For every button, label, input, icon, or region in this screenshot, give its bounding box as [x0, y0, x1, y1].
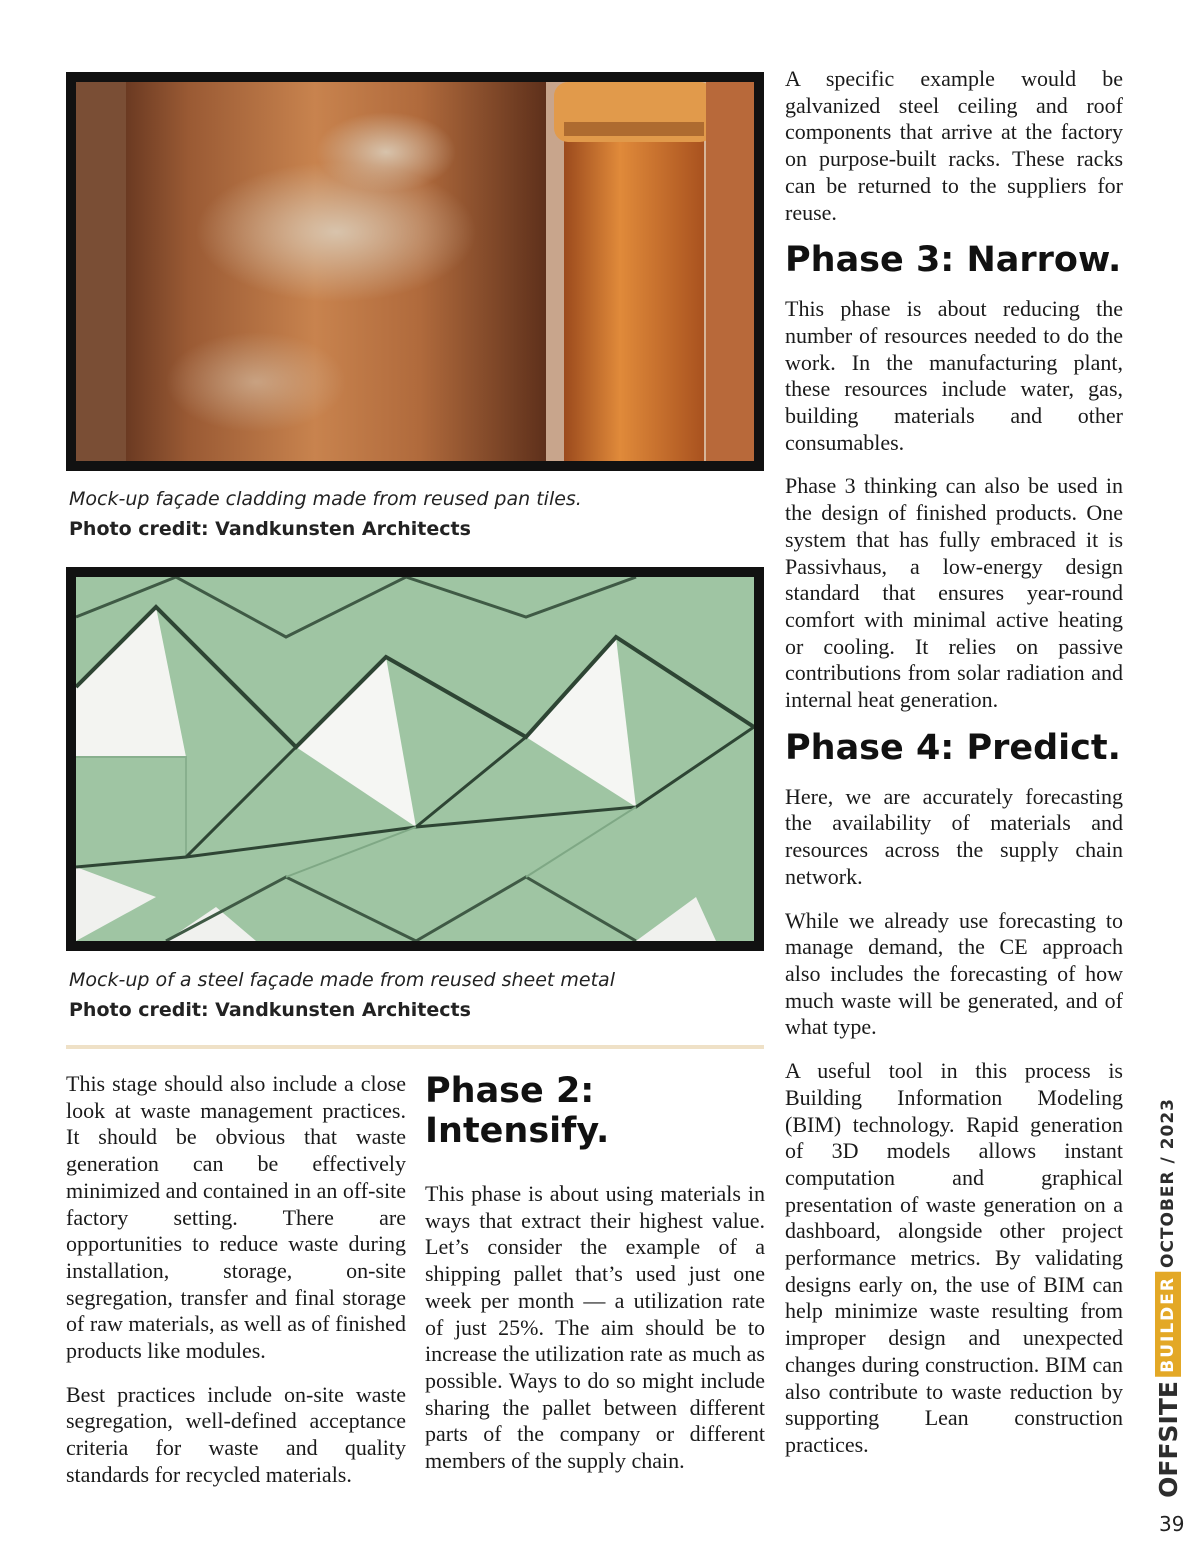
left-column [66, 1071, 406, 1506]
right-paragraph-phase4-a: Here, we are accurately forecasting the availability of materials and resources across the supply chain network. [785, 783, 1123, 889]
photo2-credit: Photo credit: Vandkunsten Architects [69, 999, 471, 1021]
right-paragraph-intro: A specific example would be galvanized steel ceiling and roof components that arrive at the factory on purpose-built racks. These racks can be returned to the suppliers for reuse. [785, 66, 1123, 225]
heading-phase-2: Phase 2: Intensify. [425, 1071, 610, 1151]
right-column [785, 66, 1123, 1476]
steel-facade-image [76, 577, 754, 941]
pan-tiles-image [76, 82, 754, 461]
middle-paragraph-1: This phase is about using materials in ways that extract their highest value. Let’s consider the example of a shipping pallet that’s used just one week per month — a utilization rate of just 25%. The aim should be to increase the utilization rate as much as possible. Ways to do so might include sharing the pallet between different parts of the company or different members of the supply chain. [425, 1181, 765, 1474]
photo1-credit: Photo credit: Vandkunsten Architects [69, 518, 471, 540]
middle-column [425, 1071, 765, 1492]
issue-date: OCTOBER / 2023 [1158, 1098, 1178, 1269]
brand-offsite: OFFSITE [1153, 1381, 1183, 1498]
photo2-caption [69, 965, 759, 1025]
right-paragraph-phase3-a: This phase is about reducing the number of resources needed to do the work. In the manufacturing plant, these resources include water, gas, building materials and other consumables. [785, 296, 1123, 455]
photo2-caption-text: Mock-up of a steel façade made from reused sheet metal [69, 969, 615, 991]
photo-pan-tiles [66, 72, 764, 471]
brand-builder: BUILDER [1155, 1272, 1181, 1377]
heading-phase-3: Phase 3: Narrow. [785, 240, 1122, 281]
side-masthead [1148, 1098, 1188, 1502]
right-paragraph-phase4-c: A useful tool in this process is Building Information Modeling (BIM) technology. Rapid generation of 3D models allows instant computation and graphical presentation of waste generation on a dashboard, alongside other project performance metrics. By validating designs early on, the use of BIM can help minimize waste resulting from improper design and unexpected changes during construction. BIM can also contribute to waste reduction by supporting Lean construction practices. [785, 1058, 1123, 1457]
heading-phase-4: Phase 4: Predict. [785, 727, 1121, 768]
left-paragraph-2: Best practices include on-site waste segregation, well-defined acceptance criteria for waste and quality standards for recycled materials. [66, 1381, 406, 1487]
photo1-caption [69, 484, 759, 544]
left-paragraph-1: This stage should also include a close look at waste management practices. It should be obvious that waste generation can be effectively minimized and contained in an off-site factory setting. There are opportunities to reduce waste during installation, storage, on-site segregation, transfer and final storage of raw materials, as well as of finished products like modules. [66, 1071, 406, 1364]
right-paragraph-phase3-b: Phase 3 thinking can also be used in the design of finished products. One system that has fully embraced it is Passivhaus, a low-energy design standard that ensures year-round comfort with minimal active heating or cooling. It relies on passive contributions from solar radiation and internal heat generation. [785, 473, 1123, 713]
photo-steel-facade [66, 567, 764, 951]
right-paragraph-phase4-b: While we already use forecasting to manage demand, the CE approach also includes the forecasting of how much waste will be generated, and of what type. [785, 907, 1123, 1040]
photo1-caption-text: Mock-up façade cladding made from reused pan tiles. [69, 488, 582, 510]
page-number: 39 [1159, 1512, 1185, 1536]
section-divider [66, 1045, 764, 1049]
